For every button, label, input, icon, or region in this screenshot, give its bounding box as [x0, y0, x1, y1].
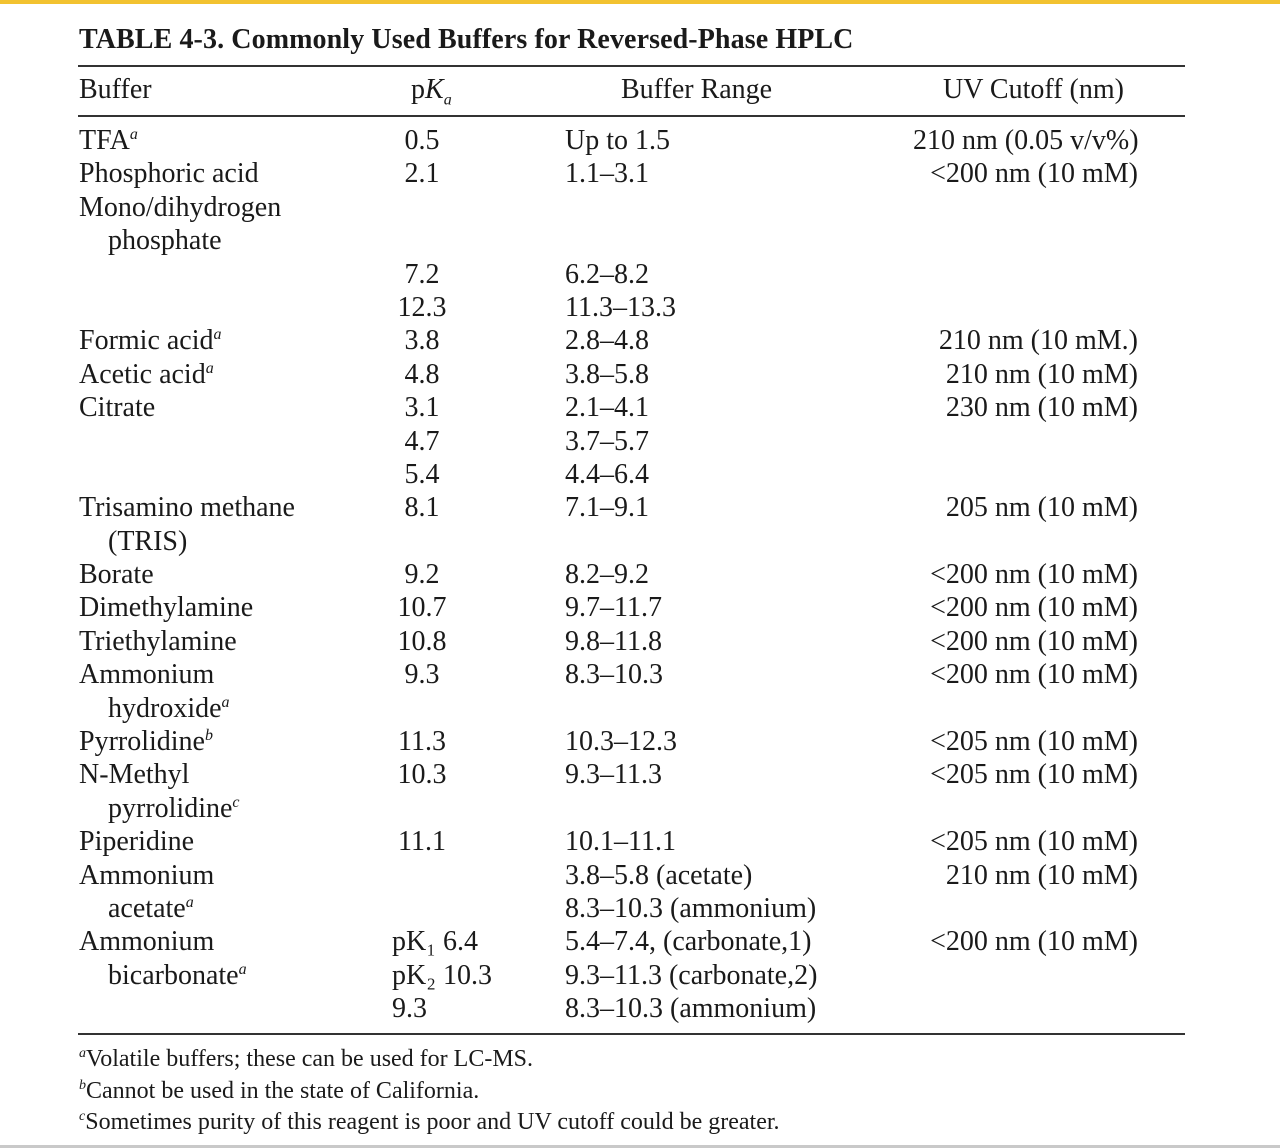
buffer-range-cell: 7.1–9.1	[565, 492, 649, 524]
buffer-range-cell: 9.8–11.8	[565, 625, 662, 657]
buffer-cell	[79, 591, 253, 624]
buffer-cell	[79, 558, 154, 591]
pka-cell: 4.7	[404, 425, 440, 457]
buffer-cell	[79, 758, 189, 791]
uv-cutoff-cell: 210 nm (10 mM)	[945, 859, 1138, 891]
buffer-cell	[108, 224, 222, 257]
header-buffer-range: Buffer Range	[621, 74, 773, 105]
pka-cell: 11.3	[398, 726, 446, 758]
footnote-mark: a	[79, 1046, 86, 1061]
table-row	[0, 258, 1280, 291]
uv-cutoff-cell: <200 nm (10 mM)	[930, 158, 1138, 190]
table-row	[0, 291, 1280, 324]
buffer-name: Acetic acid	[79, 358, 206, 390]
buffer-name: Ammonium	[79, 926, 215, 958]
table-row	[0, 859, 1280, 892]
footnote-text: Volatile buffers; these can be used for LC-MS.	[86, 1046, 534, 1072]
table-row	[0, 825, 1280, 858]
buffer-cell	[108, 692, 230, 725]
table-row	[0, 358, 1280, 391]
buffer-name: Dimethylamine	[79, 592, 254, 624]
table-row	[0, 959, 1280, 992]
buffer-range-cell: 8.3–10.3 (ammonium)	[565, 892, 817, 924]
table-row	[0, 224, 1280, 257]
uv-cutoff-cell: <200 nm (10 mM)	[930, 625, 1138, 657]
buffer-range-cell: 9.3–11.3	[565, 759, 662, 791]
pka-cell: 3.1	[404, 392, 440, 424]
buffer-name: Borate	[79, 559, 154, 591]
table-row	[0, 391, 1280, 424]
table-row	[0, 558, 1280, 591]
buffer-cell	[79, 859, 214, 892]
buffer-name: pyrrolidine	[108, 792, 233, 824]
table-row	[0, 324, 1280, 357]
buffer-name: acetate	[108, 892, 186, 924]
footnote-text: Cannot be used in the state of California.	[86, 1077, 480, 1104]
buffer-cell	[79, 625, 237, 658]
buffer-name: (TRIS)	[108, 525, 188, 557]
table-title: TABLE 4-3. Commonly Used Buffers for Reversed-Phase HPLC	[79, 24, 854, 55]
header-rule	[78, 115, 1185, 117]
uv-cutoff-cell: <205 nm (10 mM)	[930, 826, 1138, 858]
table-row	[0, 191, 1280, 224]
buffer-range-cell: 10.3–12.3	[565, 726, 677, 758]
footnote-marker: b	[205, 727, 213, 745]
buffer-name: Formic acid	[79, 325, 214, 357]
buffer-cell	[79, 825, 194, 858]
footnote-mark: c	[79, 1109, 86, 1124]
buffer-range-cell: 3.8–5.8	[565, 358, 649, 390]
title-rule	[78, 65, 1185, 67]
pka-cell: 9.3	[392, 993, 427, 1025]
footnote-mark: b	[79, 1077, 86, 1093]
pka-cell: 10.3	[397, 759, 447, 791]
pka-cell: 8.1	[404, 492, 440, 524]
buffer-range-cell: 3.8–5.8 (acetate)	[565, 859, 753, 891]
buffer-name: Pyrrolidine	[79, 726, 205, 758]
table-body	[0, 124, 1280, 1026]
buffer-range-cell: 10.1–11.1	[565, 826, 676, 858]
table-row	[0, 525, 1280, 558]
buffer-range-cell: 2.8–4.8	[565, 325, 649, 357]
buffer-cell	[79, 358, 214, 391]
buffer-name: phosphate	[108, 225, 222, 257]
table-row	[0, 992, 1280, 1025]
buffer-name: Phosphoric acid	[79, 158, 259, 190]
table-row	[0, 725, 1280, 758]
footnote-marker: a	[213, 326, 222, 344]
pka-cell: 9.3	[404, 659, 440, 691]
top-accent-bar	[0, 0, 1280, 4]
header-pka	[411, 74, 452, 110]
pka-cell: 10.8	[397, 625, 447, 657]
table-row	[0, 425, 1280, 458]
pka-cell: pK₂ 10.3	[392, 959, 492, 991]
buffer-cell	[108, 525, 187, 558]
footnotes	[79, 1044, 780, 1139]
footnote-marker: a	[129, 126, 138, 143]
buffer-cell	[79, 658, 214, 691]
uv-cutoff-cell: <200 nm (10 mM)	[930, 559, 1138, 591]
table-row	[0, 458, 1280, 491]
buffer-name: Trisamino methane	[79, 492, 295, 524]
buffer-name: Triethylamine	[79, 625, 237, 657]
buffer-range-cell: 8.3–10.3	[565, 659, 663, 691]
table-row	[0, 157, 1280, 190]
uv-cutoff-cell: <200 nm (10 mM)	[930, 592, 1138, 624]
header-uv-cutoff: UV Cutoff (nm)	[943, 74, 1124, 105]
header-pka-letter: K	[425, 74, 444, 105]
footnote-marker: a	[185, 893, 194, 911]
buffer-name: Ammonium	[79, 659, 215, 691]
pka-cell: 0.5	[404, 125, 440, 156]
table-row	[0, 658, 1280, 691]
pka-cell: 3.8	[404, 325, 440, 357]
buffer-range-cell: 3.7–5.7	[565, 425, 649, 457]
buffer-range-cell: 6.2–8.2	[565, 258, 649, 290]
pka-cell: pK₁ 6.4	[392, 926, 478, 958]
buffer-cell	[79, 925, 214, 958]
buffer-range-cell: 9.7–11.7	[565, 592, 662, 624]
footnote-marker: a	[205, 359, 214, 377]
pka-cell: 4.8	[404, 358, 440, 390]
buffer-cell	[79, 157, 259, 190]
uv-cutoff-cell: 205 nm (10 mM)	[945, 492, 1138, 524]
footnote	[79, 1107, 780, 1139]
footnote-marker: c	[232, 793, 240, 811]
header-pka-subscript: a	[443, 91, 452, 109]
buffer-cell	[79, 324, 222, 357]
buffer-range-cell: 8.3–10.3 (ammonium)	[565, 993, 817, 1025]
pka-cell: 10.7	[397, 592, 447, 624]
buffer-name: Ammonium	[79, 859, 215, 891]
pka-cell: 9.2	[404, 559, 440, 591]
table-bottom-rule	[78, 1033, 1185, 1035]
uv-cutoff-cell: <205 nm (10 mM)	[930, 726, 1138, 758]
uv-cutoff-cell: 210 nm (10 mM.)	[938, 325, 1138, 357]
table-row	[0, 591, 1280, 624]
buffer-cell	[108, 959, 247, 992]
buffer-cell	[108, 892, 194, 925]
uv-cutoff-cell: <205 nm (10 mM)	[930, 759, 1138, 791]
buffer-name: TFA	[79, 125, 130, 156]
buffer-cell	[79, 391, 155, 424]
footnote	[79, 1076, 780, 1108]
table-row	[0, 758, 1280, 791]
pka-cell: 5.4	[404, 458, 440, 490]
buffer-cell	[79, 191, 281, 224]
buffer-name: N-Methyl	[79, 759, 190, 791]
uv-cutoff-cell: 210 nm (0.05 v/v%)	[913, 125, 1139, 156]
buffer-range-cell: 4.4–6.4	[565, 458, 649, 490]
buffer-name: Mono/dihydrogen	[79, 191, 282, 223]
buffer-range-cell: 9.3–11.3 (carbonate,2)	[565, 959, 818, 991]
table-row	[0, 491, 1280, 524]
table-row	[0, 925, 1280, 958]
buffer-cell	[108, 792, 240, 825]
pka-cell: 2.1	[404, 158, 440, 190]
buffer-name: Piperidine	[79, 826, 195, 858]
header-buffer: Buffer	[79, 74, 152, 105]
table-row	[0, 124, 1280, 157]
pka-cell: 7.2	[404, 258, 440, 290]
buffer-cell	[79, 491, 295, 524]
buffer-range-cell: 11.3–13.3	[565, 291, 676, 323]
table-row	[0, 892, 1280, 925]
table-row	[0, 792, 1280, 825]
buffer-cell	[79, 725, 213, 758]
table-row	[0, 625, 1280, 658]
buffer-range-cell: 1.1–3.1	[565, 158, 649, 190]
buffer-name: hydroxide	[108, 692, 222, 724]
buffer-range-cell: 5.4–7.4, (carbonate,1)	[565, 926, 812, 958]
pka-cell: 12.3	[397, 291, 447, 323]
uv-cutoff-cell: <200 nm (10 mM)	[930, 926, 1138, 958]
buffer-name: bicarbonate	[108, 959, 239, 991]
uv-cutoff-cell: <200 nm (10 mM)	[930, 659, 1138, 691]
buffer-range-cell: Up to 1.5	[565, 125, 670, 156]
uv-cutoff-cell: 210 nm (10 mM)	[945, 358, 1138, 390]
table-row	[0, 692, 1280, 725]
buffer-name: Citrate	[79, 392, 156, 424]
pka-cell: 11.1	[398, 826, 446, 858]
footnote-marker: a	[221, 693, 230, 711]
footnote	[79, 1044, 780, 1076]
footnote-marker: a	[238, 960, 247, 978]
footnote-text: Sometimes purity of this reagent is poor and UV cutoff could be greater.	[85, 1109, 780, 1135]
buffer-range-cell: 8.2–9.2	[565, 559, 649, 591]
header-pka-prefix: p	[411, 74, 425, 105]
uv-cutoff-cell: 230 nm (10 mM)	[945, 392, 1138, 424]
table-header	[0, 74, 1280, 108]
buffer-range-cell: 2.1–4.1	[565, 392, 649, 424]
buffer-cell	[79, 124, 138, 157]
